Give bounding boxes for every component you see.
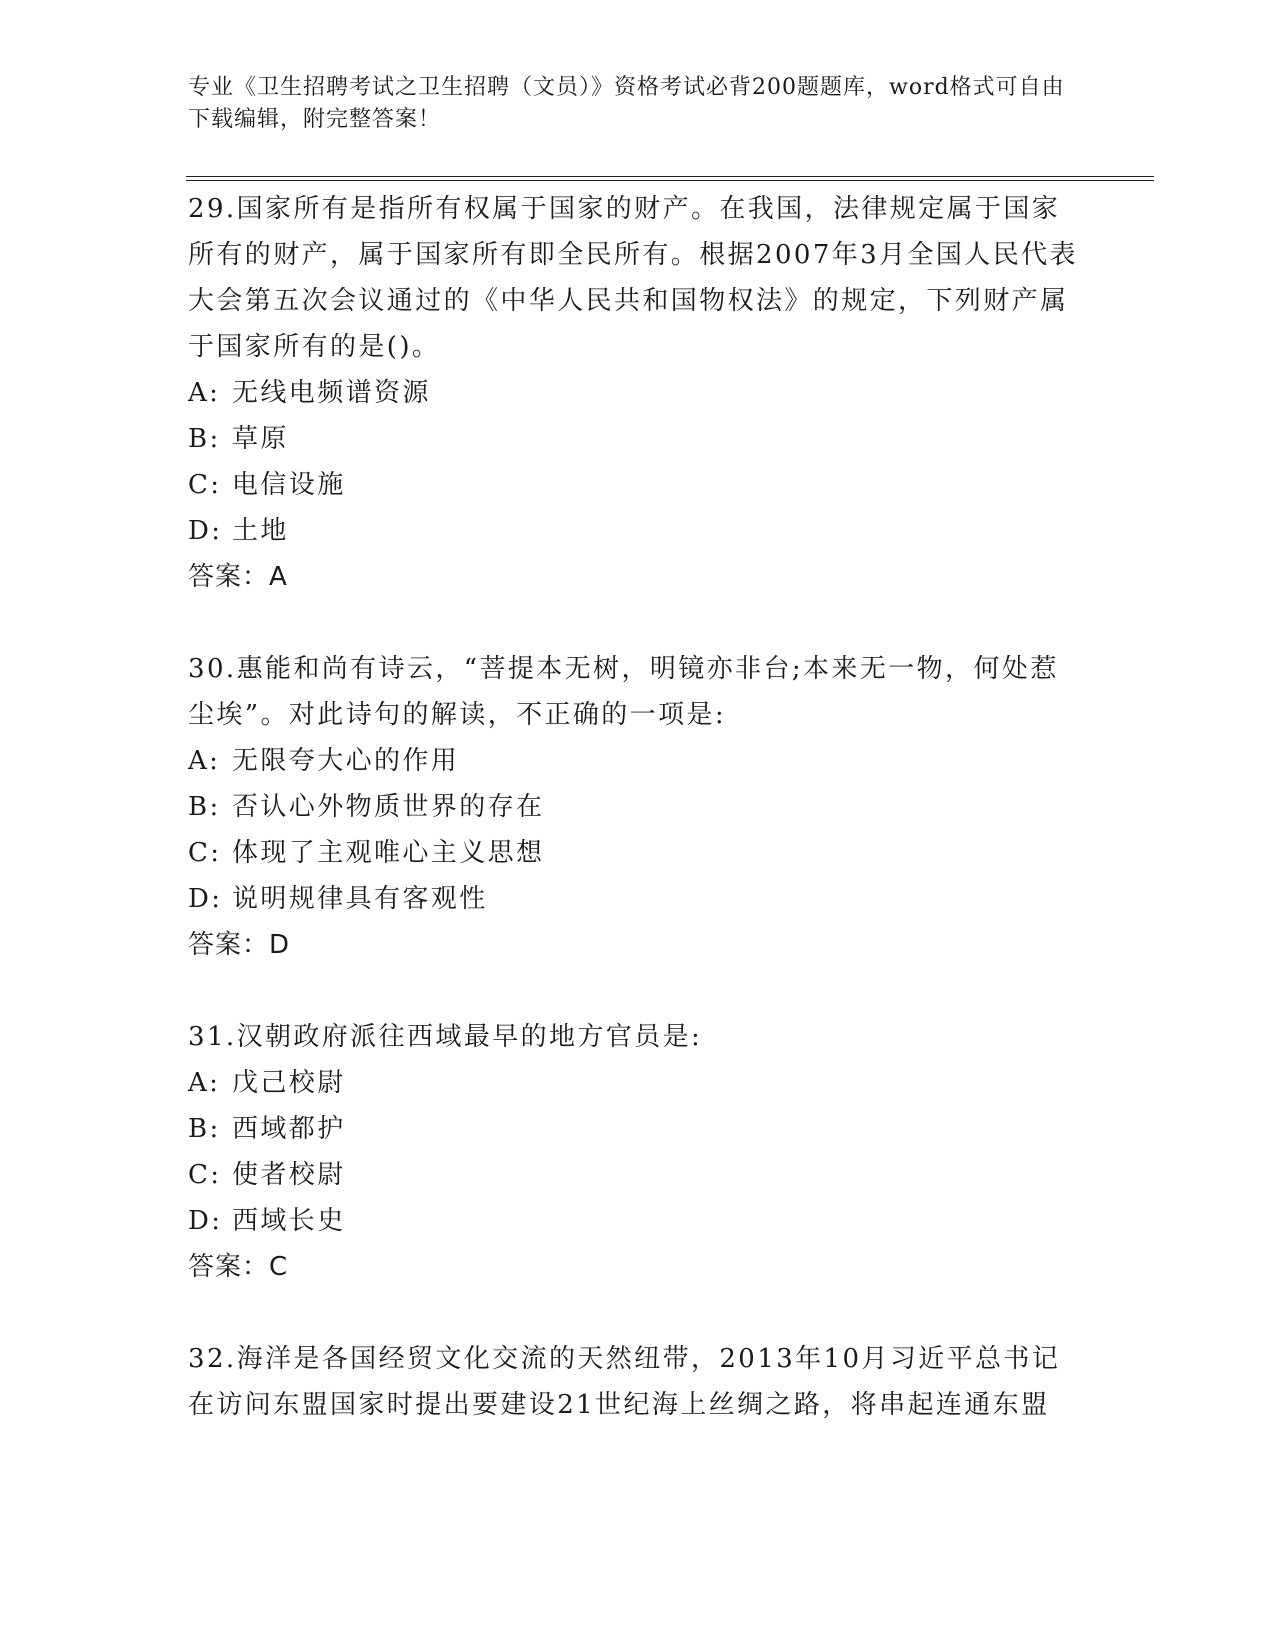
header-divider xyxy=(186,176,1154,181)
option-text: 体现了主观唯心主义思想 xyxy=(232,838,545,868)
question-number: 30. xyxy=(188,654,237,684)
option-text: 无限夸大心的作用 xyxy=(232,746,460,776)
option-text: 无线电频谱资源 xyxy=(232,378,431,408)
header-text: 专业《卫生招聘考试之卫生招聘（文员）》资格考试必背200题题库，word格式可自由下载编辑，附完整答案！ xyxy=(188,75,1065,132)
question-text xyxy=(188,1014,1078,1060)
option-letter: B: xyxy=(188,1114,221,1144)
option-c xyxy=(188,830,1088,876)
option-letter: B: xyxy=(188,424,221,454)
answer-line: 答案：D xyxy=(188,930,291,960)
option-text: 草原 xyxy=(232,424,289,454)
option-text: 使者校尉 xyxy=(232,1160,346,1190)
option-a xyxy=(188,1060,1088,1106)
option-text: 西域长史 xyxy=(232,1206,346,1236)
question-30 xyxy=(188,646,1088,968)
option-letter: C: xyxy=(188,1160,222,1190)
option-d xyxy=(188,1198,1088,1244)
question-number: 32. xyxy=(188,1344,237,1374)
document-header xyxy=(188,72,1068,136)
question-body: 海洋是各国经贸文化交流的天然纽带，2013年10月习近平总书记在访问东盟国家时提出要建设21世纪海上丝绸之路，将串起连通东盟 xyxy=(188,1344,1061,1420)
option-letter: C: xyxy=(188,838,222,868)
option-d xyxy=(188,876,1088,922)
option-letter: A: xyxy=(188,746,221,776)
option-text: 电信设施 xyxy=(232,470,346,500)
option-c xyxy=(188,462,1088,508)
option-text: 西域都护 xyxy=(232,1114,346,1144)
answer-line: 答案：C xyxy=(188,1252,289,1282)
question-number: 29. xyxy=(188,194,237,224)
question-body: 惠能和尚有诗云，“菩提本无树，明镜亦非台;本来无一物，何处惹尘埃”。对此诗句的解读，不正确的一项是: xyxy=(188,654,1059,730)
option-b xyxy=(188,416,1088,462)
question-text xyxy=(188,1336,1078,1428)
question-text xyxy=(188,646,1078,738)
option-c xyxy=(188,1152,1088,1198)
question-body: 国家所有是指所有权属于国家的财产。在我国，法律规定属于国家所有的财产，属于国家所有即全民所有。根据2007年3月全国人民代表大会第五次会议通过的《中华人民共和国物权法》的规定，下列财产属于国家所有的是()。 xyxy=(188,194,1078,362)
question-number: 31. xyxy=(188,1022,237,1052)
question-29 xyxy=(188,186,1088,600)
option-a xyxy=(188,370,1088,416)
option-letter: D: xyxy=(188,884,223,914)
option-b xyxy=(188,784,1088,830)
option-text: 戊己校尉 xyxy=(232,1068,346,1098)
option-d xyxy=(188,508,1088,554)
option-letter: B: xyxy=(188,792,221,822)
option-letter: D: xyxy=(188,516,223,546)
option-letter: A: xyxy=(188,378,221,408)
option-text: 土地 xyxy=(232,516,289,546)
option-letter: D: xyxy=(188,1206,223,1236)
question-32 xyxy=(188,1336,1088,1428)
question-text xyxy=(188,186,1078,370)
question-body: 汉朝政府派往西域最早的地方官员是: xyxy=(236,1022,703,1052)
option-text: 否认心外物质世界的存在 xyxy=(232,792,545,822)
question-31 xyxy=(188,1014,1088,1290)
option-text: 说明规律具有客观性 xyxy=(232,884,488,914)
option-letter: A: xyxy=(188,1068,221,1098)
option-a xyxy=(188,738,1088,784)
option-letter: C: xyxy=(188,470,222,500)
answer-line: 答案：A xyxy=(188,562,288,592)
option-b xyxy=(188,1106,1088,1152)
question-list xyxy=(188,186,1088,1474)
